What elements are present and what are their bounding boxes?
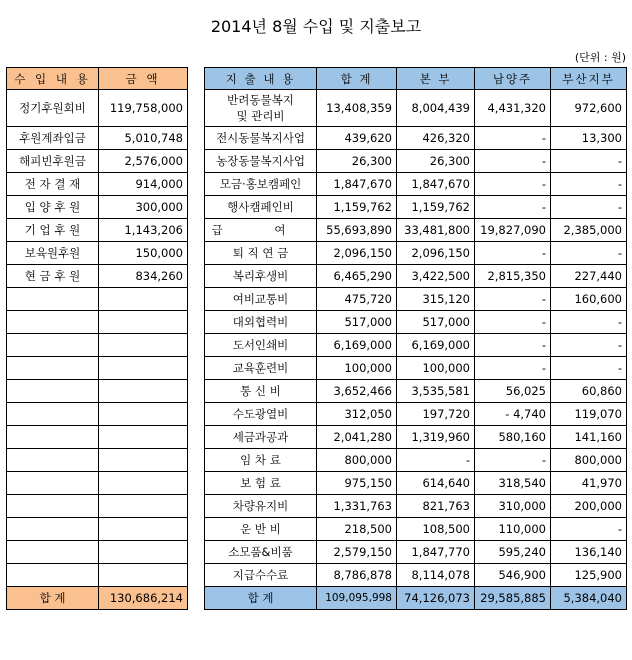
expense-namyangju: 56,025 [475, 380, 551, 403]
income-empty-row [7, 380, 188, 403]
expense-busan: 141,160 [551, 426, 627, 449]
expense-row [205, 265, 627, 288]
expense-total: 975,150 [317, 472, 397, 495]
expense-total: 100,000 [317, 357, 397, 380]
income-empty-row [7, 357, 188, 380]
income-header-row [7, 68, 188, 90]
expense-hq: 6,169,000 [397, 334, 475, 357]
expense-busan: 119,070 [551, 403, 627, 426]
income-body [7, 90, 188, 610]
expense-header-busan: 부산지부 [551, 68, 627, 90]
expense-category: 지급수수료 [205, 564, 317, 587]
expense-row [205, 196, 627, 219]
income-empty-cell [99, 357, 188, 380]
expense-total: 2,579,150 [317, 541, 397, 564]
expense-row [205, 426, 627, 449]
income-table [6, 67, 188, 610]
income-category: 정기후원회비 [7, 90, 99, 127]
expense-namyangju: 4,431,320 [475, 90, 551, 127]
income-empty-cell [99, 518, 188, 541]
expense-category: 통 신 비 [205, 380, 317, 403]
expense-row [205, 311, 627, 334]
income-row [7, 150, 188, 173]
expense-namyangju: 110,000 [475, 518, 551, 541]
income-row [7, 90, 188, 127]
income-total-row [7, 587, 188, 610]
income-amount: 119,758,000 [99, 90, 188, 127]
report-title: 2014년 8월 수입 및 지출보고 [210, 17, 422, 36]
expense-namyangju: 595,240 [475, 541, 551, 564]
expense-total: 6,465,290 [317, 265, 397, 288]
income-empty-cell [7, 449, 99, 472]
expense-row [205, 449, 627, 472]
income-empty-cell [7, 357, 99, 380]
income-empty-cell [99, 541, 188, 564]
unit-label: (단위 : 원) [574, 51, 626, 64]
income-empty-row [7, 449, 188, 472]
expense-hq: 3,422,500 [397, 265, 475, 288]
expense-header-row [205, 68, 627, 90]
income-empty-row [7, 311, 188, 334]
expense-total: 2,096,150 [317, 242, 397, 265]
expense-hq: 2,096,150 [397, 242, 475, 265]
expense-category: 임 차 료 [205, 449, 317, 472]
expense-namyangju: - [475, 288, 551, 311]
expense-row [205, 219, 627, 242]
expense-namyangju: - [475, 173, 551, 196]
expense-busan: 60,860 [551, 380, 627, 403]
expense-total: 55,693,890 [317, 219, 397, 242]
income-empty-row [7, 426, 188, 449]
income-row [7, 265, 188, 288]
income-amount: 2,576,000 [99, 150, 188, 173]
expense-busan: - [551, 150, 627, 173]
expense-total: 1,159,762 [317, 196, 397, 219]
expense-total: 475,720 [317, 288, 397, 311]
expense-hq: 8,114,078 [397, 564, 475, 587]
expense-category: 급 여 [205, 219, 317, 242]
income-total-amount: 130,686,214 [99, 587, 188, 610]
income-row [7, 196, 188, 219]
expense-row [205, 518, 627, 541]
expense-table [204, 67, 627, 610]
expense-category: 대외협력비 [205, 311, 317, 334]
expense-busan: 972,600 [551, 90, 627, 127]
expense-row [205, 541, 627, 564]
expense-row [205, 242, 627, 265]
income-empty-cell [99, 334, 188, 357]
expense-row [205, 90, 627, 127]
expense-category: 보 험 료 [205, 472, 317, 495]
expense-hq: 1,159,762 [397, 196, 475, 219]
expense-category: 전시동물복지사업 [205, 127, 317, 150]
expense-row [205, 495, 627, 518]
income-empty-cell [7, 564, 99, 587]
income-empty-row [7, 564, 188, 587]
expense-busan: - [551, 334, 627, 357]
expense-total-busan: 5,384,040 [551, 587, 627, 610]
income-empty-cell [99, 288, 188, 311]
expense-total: 218,500 [317, 518, 397, 541]
expense-total: 2,041,280 [317, 426, 397, 449]
expense-total-label: 합 계 [205, 587, 317, 610]
income-empty-row [7, 541, 188, 564]
expense-category: 농장동물복지사업 [205, 150, 317, 173]
expense-namyangju: 546,900 [475, 564, 551, 587]
income-category: 후원계좌입금 [7, 127, 99, 150]
expense-busan: 200,000 [551, 495, 627, 518]
expense-category: 복리후생비 [205, 265, 317, 288]
expense-category: 차량유지비 [205, 495, 317, 518]
expense-row [205, 127, 627, 150]
income-row [7, 173, 188, 196]
expense-hq: 821,763 [397, 495, 475, 518]
expense-total: 8,786,878 [317, 564, 397, 587]
expense-namyangju: - [475, 357, 551, 380]
expense-hq: 1,319,960 [397, 426, 475, 449]
expense-busan: - [551, 242, 627, 265]
expense-busan: 800,000 [551, 449, 627, 472]
income-amount: 150,000 [99, 242, 188, 265]
expense-hq: 1,847,670 [397, 173, 475, 196]
expense-total-namyangju: 29,585,885 [475, 587, 551, 610]
expense-busan: 160,600 [551, 288, 627, 311]
income-category: 보육원후원 [7, 242, 99, 265]
income-empty-row [7, 518, 188, 541]
income-empty-cell [99, 495, 188, 518]
income-empty-cell [7, 334, 99, 357]
expense-category: 세금과공과 [205, 426, 317, 449]
expense-header-namyangju: 남양주 [475, 68, 551, 90]
expense-row [205, 150, 627, 173]
income-category: 해피빈후원금 [7, 150, 99, 173]
income-amount: 914,000 [99, 173, 188, 196]
expense-category: 운 반 비 [205, 518, 317, 541]
income-empty-cell [99, 403, 188, 426]
expense-row [205, 403, 627, 426]
expense-hq: 33,481,800 [397, 219, 475, 242]
income-row [7, 219, 188, 242]
income-total-label: 합 계 [7, 587, 99, 610]
expense-row [205, 357, 627, 380]
income-header-amount: 금 액 [99, 68, 188, 90]
income-empty-row [7, 334, 188, 357]
expense-namyangju: - [475, 449, 551, 472]
income-empty-cell [7, 472, 99, 495]
income-category: 전 자 결 재 [7, 173, 99, 196]
expense-total: 1,847,670 [317, 173, 397, 196]
expense-total-hq: 74,126,073 [397, 587, 475, 610]
expense-hq: 26,300 [397, 150, 475, 173]
expense-busan: - [551, 173, 627, 196]
expense-category: 행사캠페인비 [205, 196, 317, 219]
income-empty-row [7, 495, 188, 518]
expense-total: 6,169,000 [317, 334, 397, 357]
expense-namyangju: - [475, 150, 551, 173]
income-category: 기 업 후 원 [7, 219, 99, 242]
expense-namyangju: - [475, 242, 551, 265]
expense-category: 반려동물복지 및 관리비 [205, 90, 317, 127]
expense-total: 3,652,466 [317, 380, 397, 403]
expense-total: 800,000 [317, 449, 397, 472]
expense-total: 312,050 [317, 403, 397, 426]
expense-total-sum: 109,095,998 [317, 587, 397, 610]
expense-total: 517,000 [317, 311, 397, 334]
expense-namyangju: 19,827,090 [475, 219, 551, 242]
expense-hq: 100,000 [397, 357, 475, 380]
expense-busan: 227,440 [551, 265, 627, 288]
income-empty-cell [7, 541, 99, 564]
expense-hq: 108,500 [397, 518, 475, 541]
income-empty-cell [7, 288, 99, 311]
expense-hq: 426,320 [397, 127, 475, 150]
expense-namyangju: 2,815,350 [475, 265, 551, 288]
income-empty-cell [7, 311, 99, 334]
income-empty-cell [99, 564, 188, 587]
income-amount: 300,000 [99, 196, 188, 219]
expense-category: 소모품&비품 [205, 541, 317, 564]
expense-namyangju: 310,000 [475, 495, 551, 518]
expense-namyangju: - 4,740 [475, 403, 551, 426]
income-empty-cell [99, 426, 188, 449]
expense-hq: - [397, 449, 475, 472]
income-empty-cell [7, 495, 99, 518]
expense-row [205, 288, 627, 311]
expense-category: 수도광열비 [205, 403, 317, 426]
income-row [7, 242, 188, 265]
expense-hq: 517,000 [397, 311, 475, 334]
expense-total: 439,620 [317, 127, 397, 150]
income-empty-row [7, 403, 188, 426]
expense-hq: 8,004,439 [397, 90, 475, 127]
expense-category: 도서인쇄비 [205, 334, 317, 357]
expense-namyangju: 318,540 [475, 472, 551, 495]
expense-total-row [205, 587, 627, 610]
expense-row [205, 173, 627, 196]
income-category: 현 금 후 원 [7, 265, 99, 288]
income-header-category: 수 입 내 용 [7, 68, 99, 90]
income-empty-cell [99, 311, 188, 334]
expense-row [205, 380, 627, 403]
expense-category: 교육훈련비 [205, 357, 317, 380]
expense-busan: 13,300 [551, 127, 627, 150]
expense-body [205, 90, 627, 610]
expense-busan: 136,140 [551, 541, 627, 564]
income-row [7, 127, 188, 150]
expense-category: 여비교통비 [205, 288, 317, 311]
expense-busan: - [551, 518, 627, 541]
income-empty-cell [7, 426, 99, 449]
income-empty-cell [99, 449, 188, 472]
expense-total: 26,300 [317, 150, 397, 173]
expense-busan: - [551, 196, 627, 219]
expense-namyangju: 580,160 [475, 426, 551, 449]
income-empty-cell [99, 380, 188, 403]
expense-busan: 125,900 [551, 564, 627, 587]
expense-row [205, 564, 627, 587]
expense-hq: 3,535,581 [397, 380, 475, 403]
expense-namyangju: - [475, 196, 551, 219]
income-empty-cell [7, 403, 99, 426]
expense-hq: 315,120 [397, 288, 475, 311]
expense-busan: 41,970 [551, 472, 627, 495]
income-category: 입 양 후 원 [7, 196, 99, 219]
expense-row [205, 334, 627, 357]
income-empty-cell [7, 518, 99, 541]
expense-header-hq: 본 부 [397, 68, 475, 90]
expense-header-category: 지 출 내 용 [205, 68, 317, 90]
income-empty-cell [99, 472, 188, 495]
expense-namyangju: - [475, 334, 551, 357]
expense-hq: 1,847,770 [397, 541, 475, 564]
income-empty-cell [7, 380, 99, 403]
income-amount: 834,260 [99, 265, 188, 288]
income-empty-row [7, 472, 188, 495]
expense-header-total: 합 계 [317, 68, 397, 90]
expense-namyangju: - [475, 127, 551, 150]
expense-row [205, 472, 627, 495]
expense-busan: - [551, 357, 627, 380]
income-amount: 1,143,206 [99, 219, 188, 242]
expense-total: 13,408,359 [317, 90, 397, 127]
income-empty-row [7, 288, 188, 311]
expense-category: 퇴 직 연 금 [205, 242, 317, 265]
expense-total: 1,331,763 [317, 495, 397, 518]
expense-hq: 614,640 [397, 472, 475, 495]
income-amount: 5,010,748 [99, 127, 188, 150]
expense-hq: 197,720 [397, 403, 475, 426]
expense-namyangju: - [475, 311, 551, 334]
expense-busan: - [551, 311, 627, 334]
expense-category: 모금·홍보캠페인 [205, 173, 317, 196]
expense-busan: 2,385,000 [551, 219, 627, 242]
